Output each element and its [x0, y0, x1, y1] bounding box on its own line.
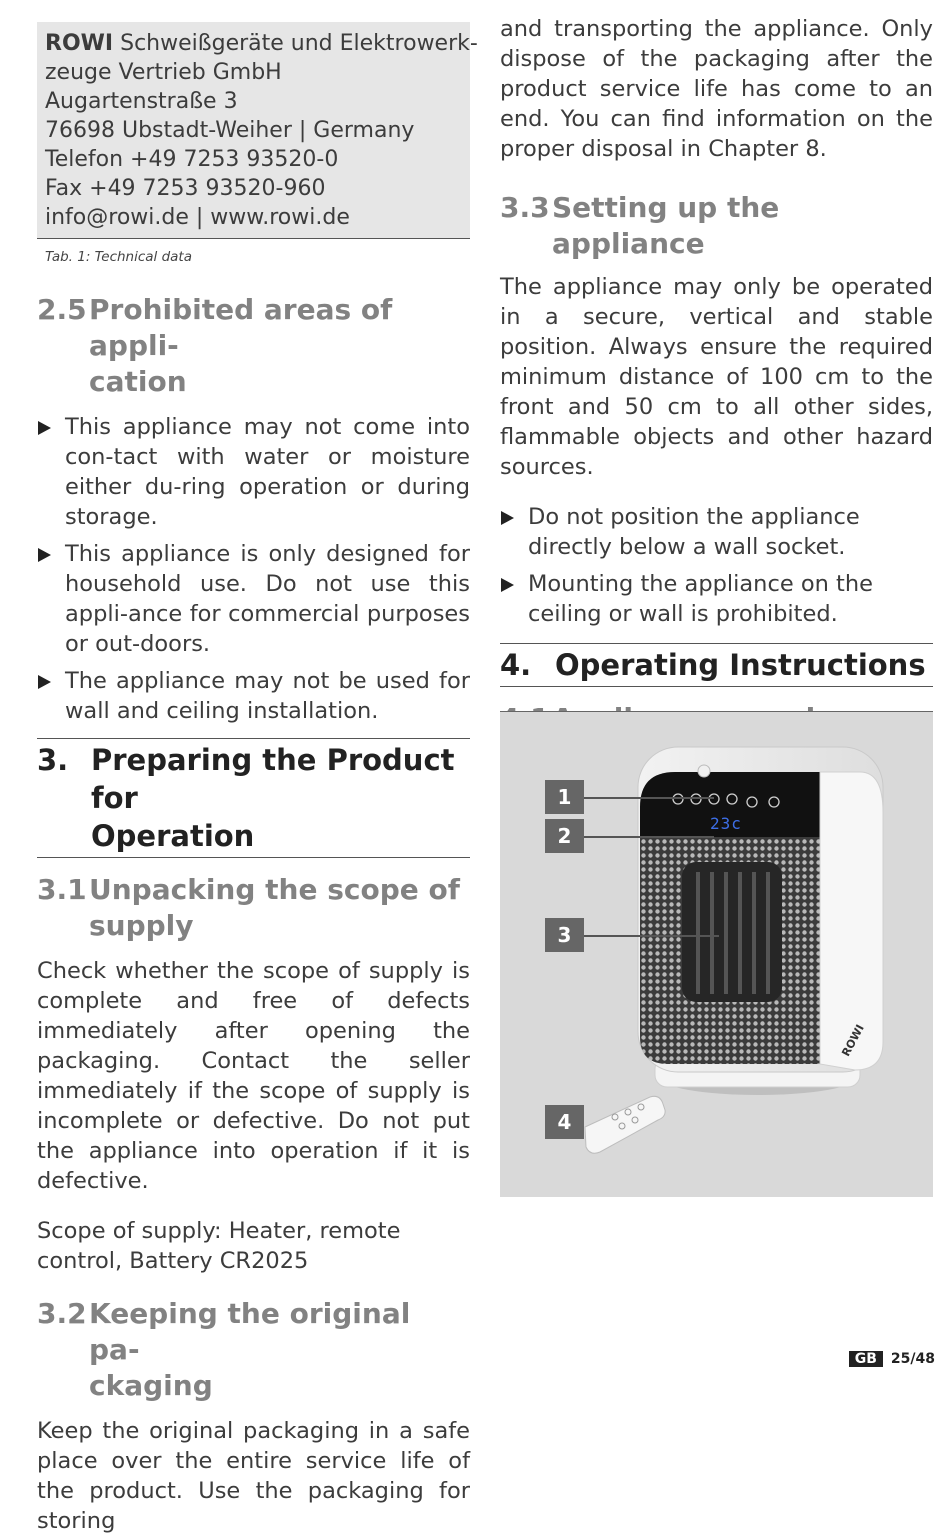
section-number: 2.5	[37, 293, 87, 326]
heading-line: Operation	[91, 819, 255, 853]
section-number: 3.1	[37, 873, 87, 906]
page-footer	[849, 1351, 935, 1367]
heading-line: Keeping the original pa-	[89, 1297, 411, 1366]
section-number: 3.3	[500, 191, 550, 224]
heading-line: Preparing the Product for	[91, 743, 455, 815]
list-item	[500, 502, 933, 562]
list-item-text: The appliance may not be used for wall and ceiling installation.	[65, 668, 470, 724]
right-column	[500, 14, 933, 737]
temperature-display: 23c	[710, 814, 742, 833]
heading-line: supply	[89, 909, 194, 942]
bullet-triangle-icon	[38, 548, 51, 562]
callout-1-leader	[584, 797, 714, 799]
heading-line: Setting up the appliance	[552, 191, 780, 260]
left-column	[37, 22, 478, 1536]
scope-of-supply-paragraph: Scope of supply: Heater, remote control, Battery CR2025	[37, 1218, 401, 1274]
section-3-heading	[37, 738, 470, 858]
callout-4: 4	[545, 1105, 584, 1139]
packaging-paragraph: Keep the original packaging in a safe place over the entire service life of the product. Use the packaging for storing	[37, 1418, 470, 1534]
company-name-bold: ROWI	[45, 31, 114, 56]
heading-line: Prohibited areas of appli-	[89, 293, 393, 362]
setup-list	[500, 502, 933, 629]
section-3-3-heading	[500, 190, 933, 262]
bullet-triangle-icon	[501, 511, 514, 525]
section-number: 4.	[500, 648, 532, 682]
company-name-rest: Schweißgeräte und Elektrowerk-	[113, 31, 478, 56]
brand-logo: ROWI	[839, 1022, 867, 1059]
address-line: Augartenstraße 3	[45, 89, 238, 114]
unpacking-paragraph: Check whether the scope of supply is complete and free of defects immediately after opening the packaging. Contact the seller immediately if the scope of supply is incomplete or defective. Do not put the appliance into operation if it is defective.	[37, 958, 470, 1194]
top-sensor-icon	[698, 765, 710, 777]
heading-line: ckaging	[89, 1369, 213, 1402]
callout-2-leader	[584, 836, 714, 838]
bullet-triangle-icon	[38, 421, 51, 435]
list-item-text: Do not position the appliance directly below a wall socket.	[528, 504, 860, 560]
address-line: 76698 Ubstadt-Weiher | Germany	[45, 118, 415, 143]
address-line: Fax +49 7253 93520-960	[45, 176, 326, 201]
address-line: zeuge Vertrieb GmbH	[45, 60, 282, 85]
section-3-1-heading	[37, 872, 470, 944]
appliance-overview-figure	[500, 711, 933, 1197]
setup-paragraph: The appliance may only be operated in a secure, vertical and stable position. Always ensure the required minimum distance of 100 cm to the front and 50 cm to all other sides, flammable objects and other hazard sources.	[500, 274, 933, 480]
callout-3: 3	[545, 918, 584, 952]
list-item	[500, 569, 933, 629]
callout-1: 1	[545, 780, 584, 814]
callout-2: 2	[545, 819, 584, 853]
list-item-text: This appliance may not come into con-tact with water or moisture either du-ring operation or during storage.	[65, 414, 470, 530]
list-item-text: This appliance is only designed for household use. Do not use this appli-ance for commercial purposes or out-doors.	[65, 541, 470, 657]
section-2-5-heading	[37, 292, 470, 400]
manufacturer-address-box	[37, 22, 478, 239]
address-line: Telefon +49 7253 93520-0	[45, 147, 339, 172]
section-3-2-heading	[37, 1296, 470, 1404]
callout-3-leader	[584, 935, 719, 937]
heading-line: Unpacking the scope of	[89, 873, 460, 906]
bullet-triangle-icon	[38, 675, 51, 689]
table-caption: Tab. 1: Technical data	[45, 249, 192, 265]
prohibited-areas-list	[37, 412, 470, 726]
bullet-triangle-icon	[501, 578, 514, 592]
list-item	[37, 412, 470, 532]
heater-side-panel	[820, 772, 883, 1070]
section-4-heading	[500, 643, 933, 687]
language-badge: GB	[849, 1351, 883, 1367]
page-number: 25/48	[890, 1351, 935, 1367]
packaging-paragraph-continued: and transporting the appliance. Only dispose of the packaging after the product service life has come to an end. You can find information on the proper disposal in Chapter 8.	[500, 16, 933, 162]
section-number: 3.2	[37, 1297, 87, 1330]
list-item	[37, 539, 470, 659]
heading-line: Operating Instructions	[555, 648, 926, 682]
address-line: info@rowi.de | www.rowi.de	[45, 205, 350, 230]
heading-line: cation	[89, 365, 187, 398]
list-item-text: Mounting the appliance on the ceiling or wall is prohibited.	[528, 571, 873, 627]
list-item	[37, 666, 470, 726]
section-number: 3.	[37, 743, 69, 777]
